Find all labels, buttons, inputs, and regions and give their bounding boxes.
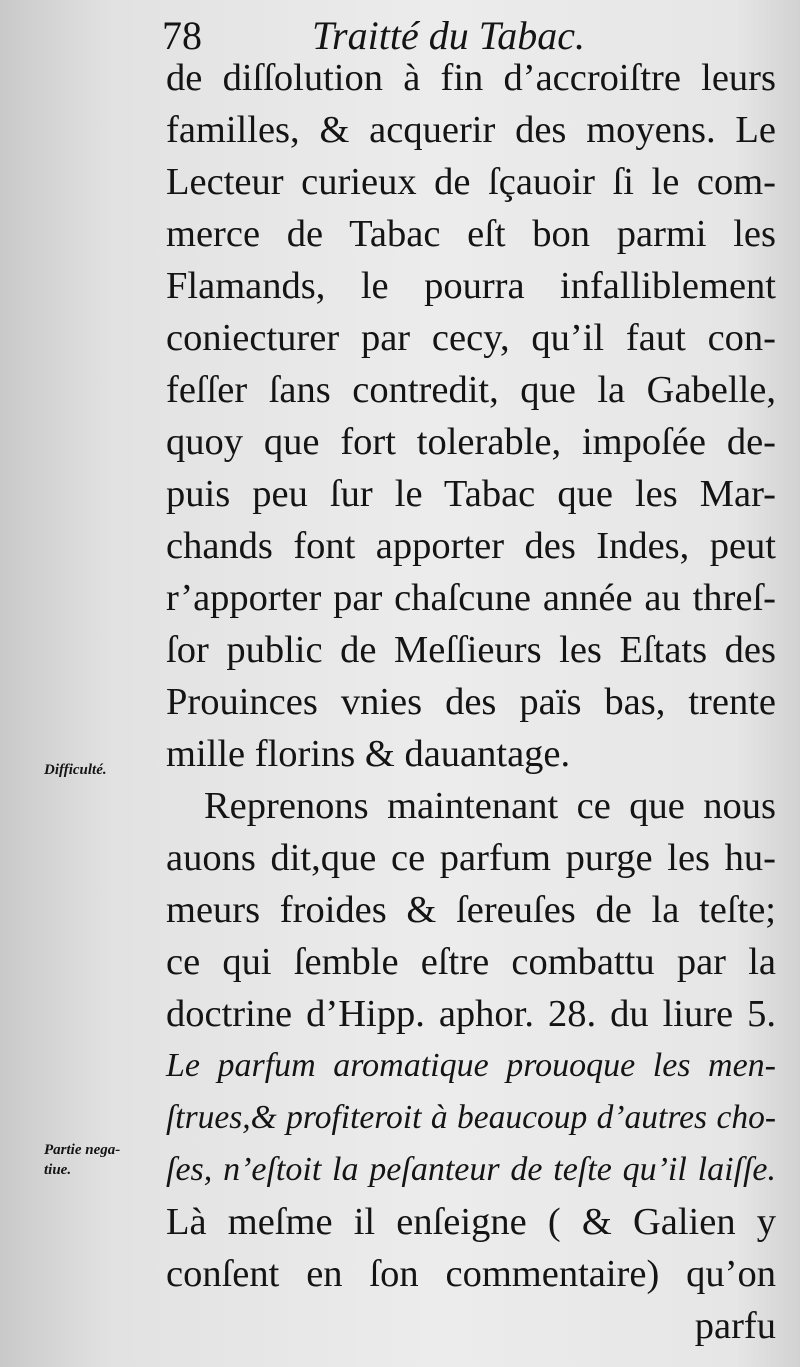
text-line: Prouinces vnies des païs bas, trente [166, 681, 776, 723]
text-line: Là meſme il enſeigne ( & Galien y [166, 1201, 776, 1243]
text-line: doctrine d’Hipp. aphor. 28. du liure 5. [166, 993, 776, 1035]
text-line: familles, & acquerir des moyens. Le [166, 109, 776, 151]
quote-line: ſes, n’eſtoit la peſanteur de teſte qu’il laiſſe. [166, 1151, 776, 1188]
text-line: r’apporter par chaſcune année au threſ- [166, 577, 776, 619]
margin-note-partie-negatiue [44, 1140, 120, 1180]
running-title: Traitté du Tabac. [312, 13, 586, 58]
text-line: Lecteur curieux de ſçauoir ſi le com- [166, 161, 776, 203]
text-line: ce qui ſemble eſtre combattu par la [166, 941, 776, 983]
text-line: merce de Tabac eſt bon parmi les [166, 213, 776, 255]
text-line: meurs froides & ſereuſes de la teſte; [166, 889, 776, 931]
catchword: parfu [694, 1305, 776, 1347]
margin-note-difficulte: Difficulté. [44, 762, 107, 778]
text-line: Flamands, le pourra infalliblement [166, 265, 776, 307]
text-line: de diſſolution à fin d’accroiſtre leurs [166, 57, 776, 99]
text-line: puis peu ſur le Tabac que les Mar- [166, 473, 776, 515]
text-line: conſent en ſon commentaire) qu’on [166, 1253, 776, 1295]
text-line: Reprenons maintenant ce que nous [204, 785, 776, 827]
margin-note-line: tiue. [44, 1162, 72, 1178]
quote-line: ſtrues,& profiteroit à beaucoup d’autres cho- [166, 1099, 776, 1136]
text-line: quoy que fort tolerable, impoſée de- [166, 421, 776, 463]
text-line: ſor public de Meſſieurs les Eſtats des [166, 629, 776, 671]
text-line: feſſer ſans contredit, que la Gabelle, [166, 369, 776, 411]
text-line: chands font apporter des Indes, peut [166, 525, 776, 567]
body-text [166, 52, 776, 1352]
quote-line: Le parfum aromatique prouoque les men- [166, 1047, 776, 1084]
text-line: mille florins & dauantage. [166, 733, 571, 775]
text-line: auons dit,que ce parfum purge les hu- [166, 837, 776, 879]
page-number: 78 [162, 13, 202, 58]
text-line: coniecturer par cecy, qu’il faut con- [166, 317, 776, 359]
margin-note-line: Partie nega- [44, 1142, 121, 1158]
